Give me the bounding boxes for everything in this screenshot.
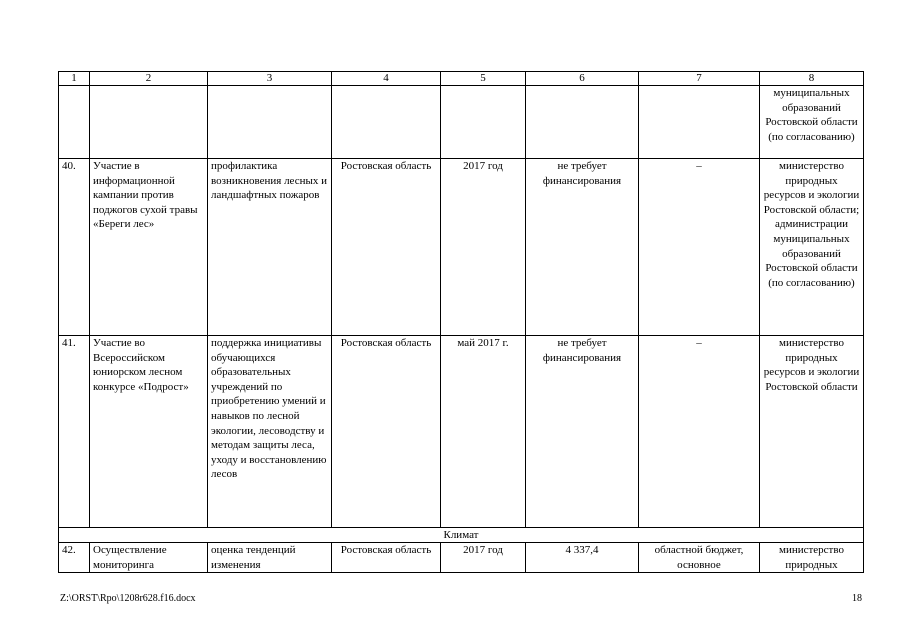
table-row <box>59 543 864 573</box>
row-number: 40. <box>59 159 90 336</box>
measure-period: май 2017 г. <box>441 336 526 528</box>
column-number: 2 <box>90 72 208 86</box>
table-row <box>59 336 864 528</box>
file-path: Z:\ORST\Rpo\1208r628.f16.docx <box>60 593 196 604</box>
section-title: Климат <box>59 528 864 543</box>
section-row <box>59 528 864 543</box>
measure-period: 2017 год <box>441 159 526 336</box>
measure-purpose: оценка тенденций изменения <box>208 543 332 573</box>
measure-place: Ростовская область <box>332 336 441 528</box>
column-number: 3 <box>208 72 332 86</box>
funding-source: областной бюджет, основное <box>639 543 760 573</box>
executor-cell: муниципальных образований Ростовской области (по согласованию) <box>760 86 864 159</box>
column-number-row <box>59 72 864 86</box>
row-number: 42. <box>59 543 90 573</box>
executor-cell: министерство природных <box>760 543 864 573</box>
measure-financing: не требует финансирования <box>526 159 639 336</box>
executor-cell: министерство природных ресурсов и экологии Ростовской области <box>760 336 864 528</box>
measure-financing: не требует финансирования <box>526 336 639 528</box>
column-number: 5 <box>441 72 526 86</box>
column-number: 8 <box>760 72 864 86</box>
table-row <box>59 159 864 336</box>
page-number: 18 <box>852 593 862 604</box>
measures-table <box>58 71 864 573</box>
column-number: 7 <box>639 72 760 86</box>
row-number: 41. <box>59 336 90 528</box>
measure-name: Осуществление мониторинга <box>90 543 208 573</box>
funding-source: – <box>639 336 760 528</box>
measure-financing: 4 337,4 <box>526 543 639 573</box>
funding-source: – <box>639 159 760 336</box>
measure-purpose: профилактика возникновения лесных и ландшафтных пожаров <box>208 159 332 336</box>
measure-period: 2017 год <box>441 543 526 573</box>
column-number: 4 <box>332 72 441 86</box>
column-number: 1 <box>59 72 90 86</box>
executor-cell: министерство природных ресурсов и экологии Ростовской области; администрации муниципальных образований Ростовской области (по согласованию) <box>760 159 864 336</box>
measure-purpose: поддержка инициативы обучающихся образовательных учреждений по приобретению умений и навыков по лесной экологии, лесоводству и методам защиты леса, уходу и восстановлению лесов <box>208 336 332 528</box>
continuation-row <box>59 86 864 159</box>
column-number: 6 <box>526 72 639 86</box>
measure-place: Ростовская область <box>332 159 441 336</box>
measure-name: Участие во Всероссийском юниорском лесном конкурсе «Подрост» <box>90 336 208 528</box>
measure-name: Участие в информационной кампании против поджогов сухой травы «Береги лес» <box>90 159 208 336</box>
measure-place: Ростовская область <box>332 543 441 573</box>
